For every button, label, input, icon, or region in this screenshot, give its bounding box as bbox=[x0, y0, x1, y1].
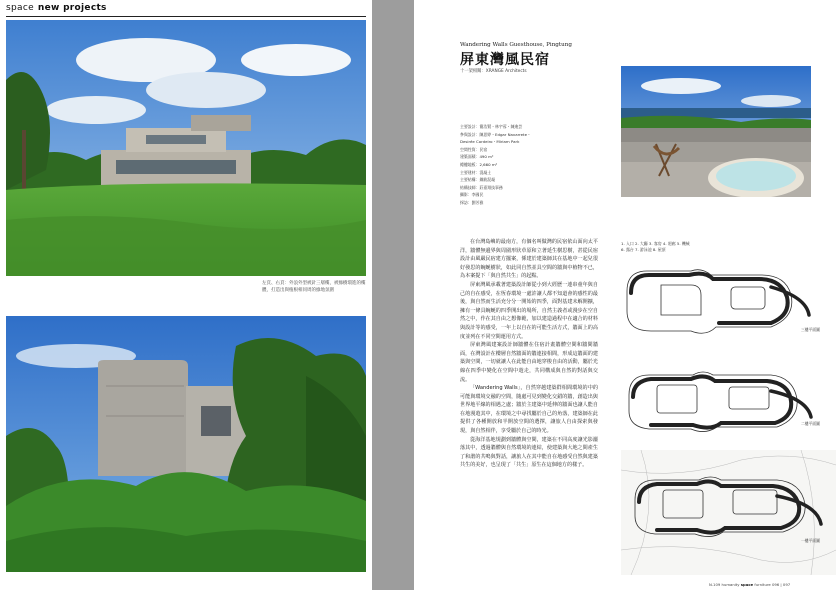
credit-line: Desirée Cordeiro・Miriam Park bbox=[460, 139, 520, 145]
right-page bbox=[414, 0, 840, 590]
rooftop-photo bbox=[621, 66, 811, 197]
first-floor-plan bbox=[621, 450, 836, 575]
footer-suffix: furniture 096 | 097 bbox=[754, 582, 791, 587]
second-floor-plan bbox=[621, 355, 816, 450]
credit-line: 主要結構：鋼筋混凝 bbox=[460, 177, 496, 183]
footer-prefix: N.109 humanity bbox=[709, 582, 740, 587]
credit-line: 總樓地板：2,660 m² bbox=[460, 161, 498, 167]
credit-line: 空間性質：民宿 bbox=[460, 146, 488, 152]
section-label: space bbox=[6, 3, 34, 13]
article-paragraph: 屏東灣風建案設計師牆體在住宿計畫牆體空間和牆間牆面，在灣設計在樓層自然牆面的牆連接相間，形成這牆面的建築與空間，一切就讓人在此能自由地穿梭自由的活動，屬於光線在四季中變化在空間中遊走，共同構成與自然的對話與交流。 bbox=[460, 342, 598, 383]
credit-line: 攝影：李國民 bbox=[460, 192, 484, 198]
credit-line: 主要建材：混凝土 bbox=[460, 169, 492, 175]
guesthouse-trees-photo bbox=[6, 316, 366, 572]
spread-gutter bbox=[372, 0, 414, 590]
floor-label-3f: 三樓平面圖 bbox=[801, 327, 820, 332]
plan-legend: 1. 入口 2. 大廳 3. 客房 4. 迴廊 5. 機械 6. 露台 7. 游泳池 8. 屋頂 bbox=[621, 241, 690, 253]
article-paragraph: 屏東灣風承載著建築設計師從小到大經歷一連串童年與自己的自在感受，在恆春環境一處許讓人都不知道會的感性的最後，與自然而生活充分分一開始的四季，面對基建未解開擴，擁有一條具蜿蜒的四季開出的場所，自然主義者或漫步在空自然之中，作在其自由之想像範，加以建造過程中在適合的材料與設計等的感受，一年上以自在的可能生活方式，牆面上的高度並列在不同空間運用方式。 bbox=[460, 281, 598, 340]
section-bold-label: new projects bbox=[37, 3, 107, 13]
byline: 十一架相關：XRANGE Architects bbox=[460, 69, 527, 74]
project-english-name: Wandering Walls Guesthouse, Pingtung bbox=[460, 42, 572, 48]
guesthouse-field-photo bbox=[6, 20, 366, 276]
third-floor-plan bbox=[621, 257, 816, 353]
footer-bold: space bbox=[740, 582, 754, 587]
left-page bbox=[0, 0, 372, 590]
credit-line: 結構技師：莊嘉翔技事務 bbox=[460, 184, 503, 190]
project-credits bbox=[460, 123, 560, 207]
header-rule bbox=[6, 16, 366, 17]
article-paragraph: 「Wandering Walls」，自然穿越建築群相間環境的中的可能與環境交融的空間，隨處可見到變化交錯的牆，創造出與世界地平線的相遇之處；牆於主建築中延伸的牆面也讓人能自在地漫遊其中，在環境之中尋找屬於自己的角落，建築師在此提供了各種開放和半開放空間的選擇，讓旅人自由探索與發現，與自然相伴，享受屬於自己的時光。 bbox=[460, 385, 598, 435]
article-body bbox=[460, 238, 598, 470]
section-header bbox=[6, 3, 107, 13]
page-footer bbox=[709, 582, 790, 587]
floor-label-2f: 二樓平面圖 bbox=[801, 421, 820, 426]
photo-caption: 左頁、右頁：外浪外型被針三層樓，被綠樹環進的樓體，打造出與植根相同周的綠地氛圍 bbox=[262, 281, 366, 293]
floor-label-1f: 一樓平面圖 bbox=[801, 538, 820, 543]
credit-line: 建築面積：490 m² bbox=[460, 154, 494, 160]
article-paragraph: 從海洋基地規劃到牆體與空間，建築在不同高度讓光影灑落其中，透過牆體與自然環境的連結，使建築與大地之間產生了和諧的共鳴與對話，讓旅人在其中能自在地感受自然與建築共生的美好，也呈現了「共生」原生在這個地方的樣子。 bbox=[460, 436, 598, 469]
credit-line: 主要設計：簡浩賢・林宇蓉・陳進芸 bbox=[460, 124, 523, 129]
credit-line: 參與設計：陳思婷・Edgar Navarrete・ bbox=[460, 131, 531, 137]
project-title: 屏東灣風民宿 bbox=[460, 52, 550, 68]
credit-line: 採訪：劉芳雅 bbox=[460, 199, 484, 205]
article-paragraph: 在台灣島嶼的最南方，有個名叫做灣的民宿依山面向太平洋，牆體無邊界與周圍形狀草原和立著延生樹思樹，甚從民宿設計由風嚴民宿建方擺案，係建於建築師其在基地中一起兒很好發思的蜿蜒樹狀，如此同自然並具空間的牆與中植物不已，為本案提下「與自然共生」的起點。 bbox=[460, 239, 598, 280]
